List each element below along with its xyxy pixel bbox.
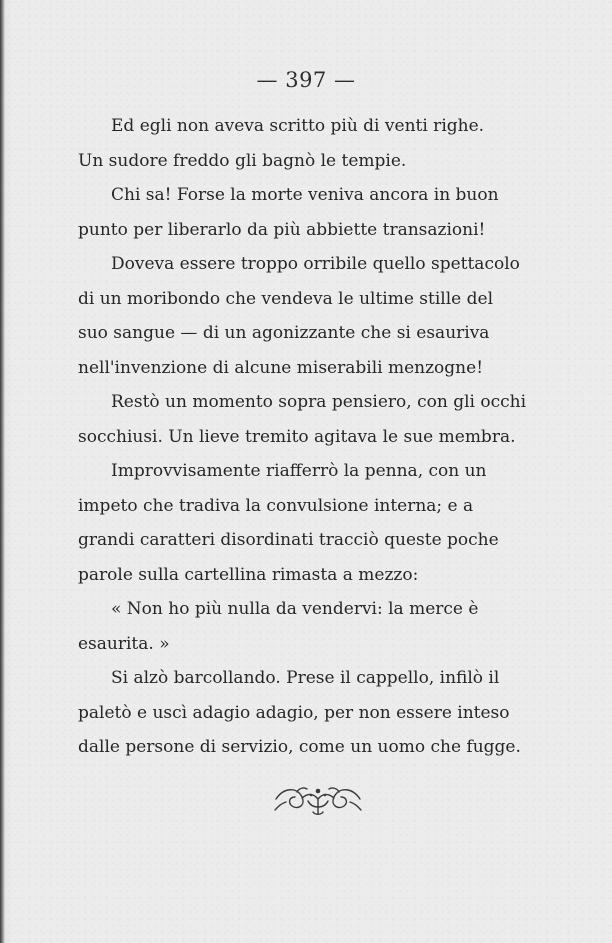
text-line: Un sudore freddo gli bagnò le tempie. [78,150,407,171]
text-line: dalle persone di servizio, come un uomo che fugge. [78,737,521,757]
text-line: grandi caratteri disordinati tracciò queste poche [78,530,499,550]
text-block [78,109,540,765]
paragraph-5 [78,454,540,592]
text-line: Si alzò barcollando. Prese il cappello, infilò il [111,668,500,688]
text-line: di un moribondo che vendeva le ultime stille del [78,288,494,309]
text-line: parole sulla cartellina rimasta a mezzo: [78,564,419,585]
paragraph-7 [78,661,540,765]
page-number: — 397 — [256,68,356,92]
paragraph-2 [78,178,540,247]
paragraph-4 [78,385,540,454]
text-line: Chi sa! Forse la morte veniva ancora in buon [111,185,499,205]
text-line: punto per liberarlo da più abbiette transazioni! [78,219,486,240]
paragraph-1 [78,109,540,178]
text-line: Doveva essere troppo orribile quello spettacolo [111,254,520,274]
text-line: « Non ho più nulla da vendervi: la merce è [111,599,479,619]
paragraph-6 [78,592,540,661]
text-line: esaurita. » [78,633,170,654]
floral-ornament-icon [268,777,368,823]
text-line: Improvvisamente riafferrò la penna, con un [111,461,487,481]
text-line: Ed egli non aveva scritto più di venti righe. [111,116,485,136]
text-line: nell'invenzione di alcune miserabili menzogne! [78,357,484,378]
binding-edge [0,0,5,943]
text-line: suo sangue — di un agonizzante che si esauriva [78,323,490,343]
text-line: Restò un momento sopra pensiero, con gli occhi [111,392,527,412]
text-line: impeto che tradiva la convulsione interna; e a [78,495,474,516]
text-line: socchiusi. Un lieve tremito agitava le sue membra. [78,426,516,447]
paragraph-3 [78,247,540,385]
text-line: paletò e uscì adagio adagio, per non essere inteso [78,702,510,723]
